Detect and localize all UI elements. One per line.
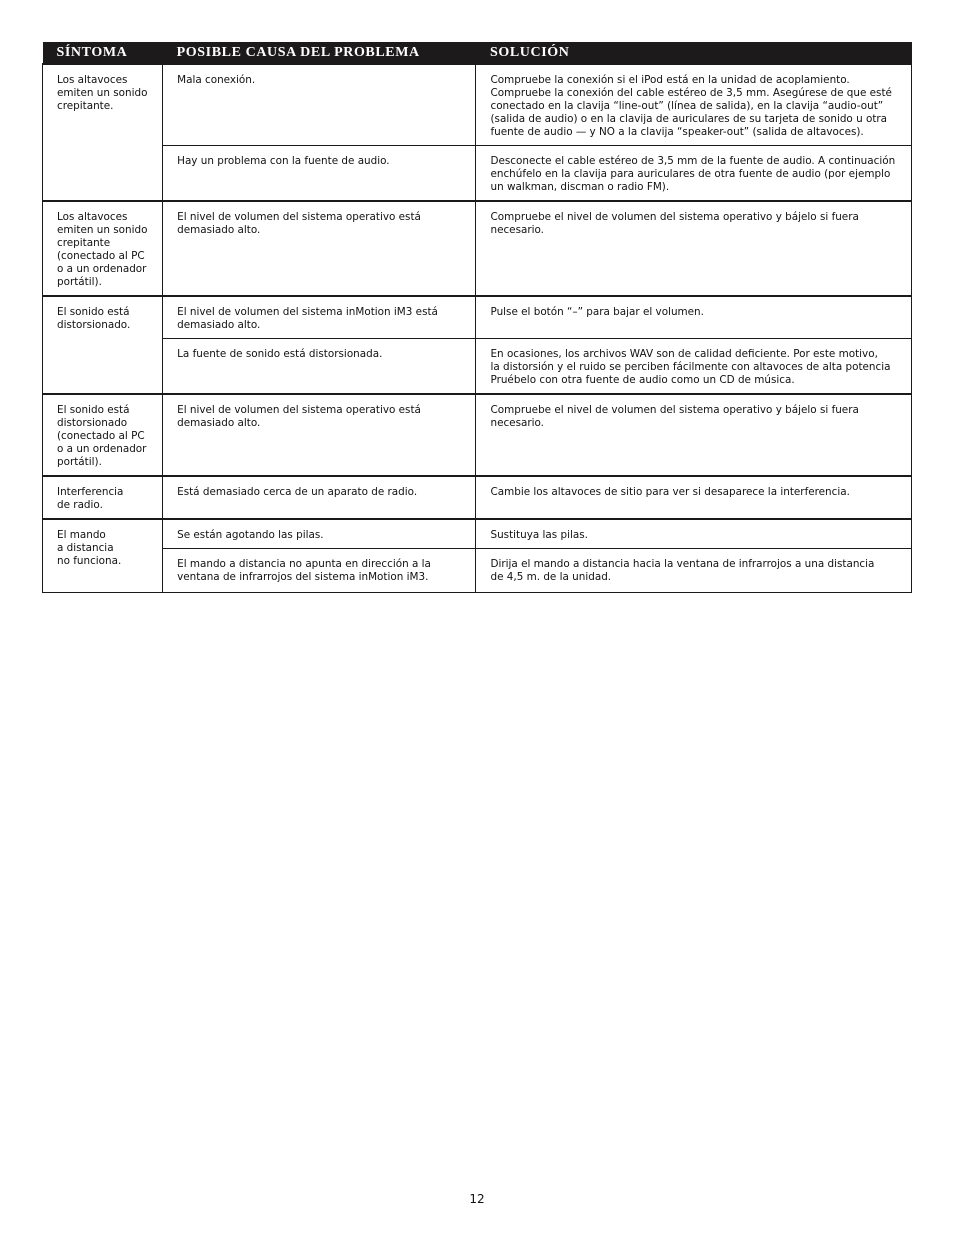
solution-cell: Compruebe la conexión si el iPod está en la unidad de acoplamiento. Compruebe la conexión del cable estéreo de 3,5 mm. Asegúrese de que esté conectado en la clavija “line-out” (línea de salida), en la clavija “audio-out” (salida de audio) o en la clavija de auriculares de su tarjeta de sonido u otra fuente de audio — y NO a la clavija “speaker-out” (salida de altavoces). [476,64,912,146]
cause-cell: Está demasiado cerca de un aparato de radio. [163,476,476,519]
symptom-cell: El sonido está distorsionado. [43,296,163,394]
table-row [43,296,912,339]
table-row [43,201,912,296]
symptom-cell: Los altavoces emiten un sonido crepitante (conectado al PC o a un ordenador portátil). [43,201,163,296]
cause-cell: El nivel de volumen del sistema operativo está demasiado alto. [163,201,476,296]
cause-cell: Mala conexión. [163,64,476,146]
symptom-cell: Interferencia de radio. [43,476,163,519]
table-row [43,339,912,395]
cause-cell: La fuente de sonido está distorsionada. [163,339,476,395]
header-symptom: SÍNTOMA [43,42,163,64]
troubleshooting-table [42,42,912,593]
solution-cell: Sustituya las pilas. [476,519,912,549]
table-header-row [43,42,912,64]
cause-cell: Hay un problema con la fuente de audio. [163,146,476,202]
cause-cell: El nivel de volumen del sistema operativo está demasiado alto. [163,394,476,476]
solution-cell: Compruebe el nivel de volumen del sistema operativo y bájelo si fuera necesario. [476,201,912,296]
symptom-cell: El sonido está distorsionado (conectado al PC o a un ordenador portátil). [43,394,163,476]
table-row [43,146,912,202]
table-row [43,64,912,146]
cause-cell: Se están agotando las pilas. [163,519,476,549]
cause-cell: El nivel de volumen del sistema inMotion iM3 está demasiado alto. [163,296,476,339]
solution-cell: Dirija el mando a distancia hacia la ventana de infrarrojos a una distancia de 4,5 m. de la unidad. [476,549,912,593]
table-row [43,519,912,549]
table-row [43,394,912,476]
header-solution: SOLUCIÓN [476,42,912,64]
header-cause: POSIBLE CAUSA DEL PROBLEMA [163,42,476,64]
page-number: 12 [469,1192,485,1206]
symptom-cell: Los altavoces emiten un sonido crepitante. [43,64,163,201]
symptom-cell: El mando a distancia no funciona. [43,519,163,593]
cause-cell: El mando a distancia no apunta en dirección a la ventana de infrarrojos del sistema inMotion iM3. [163,549,476,593]
table-row [43,549,912,593]
solution-cell: Pulse el botón “–” para bajar el volumen. [476,296,912,339]
solution-cell: En ocasiones, los archivos WAV son de calidad deficiente. Por este motivo, la distorsión y el ruido se perciben fácilmente con altavoces de alta potencia Pruébelo con otra fuente de audio como un CD de música. [476,339,912,395]
solution-cell: Cambie los altavoces de sitio para ver si desaparece la interferencia. [476,476,912,519]
solution-cell: Desconecte el cable estéreo de 3,5 mm de la fuente de audio. A continuación enchúfelo en la clavija para auriculares de otra fuente de audio (por ejemplo un walkman, discman o radio FM). [476,146,912,202]
solution-cell: Compruebe el nivel de volumen del sistema operativo y bájelo si fuera necesario. [476,394,912,476]
table-row [43,476,912,519]
